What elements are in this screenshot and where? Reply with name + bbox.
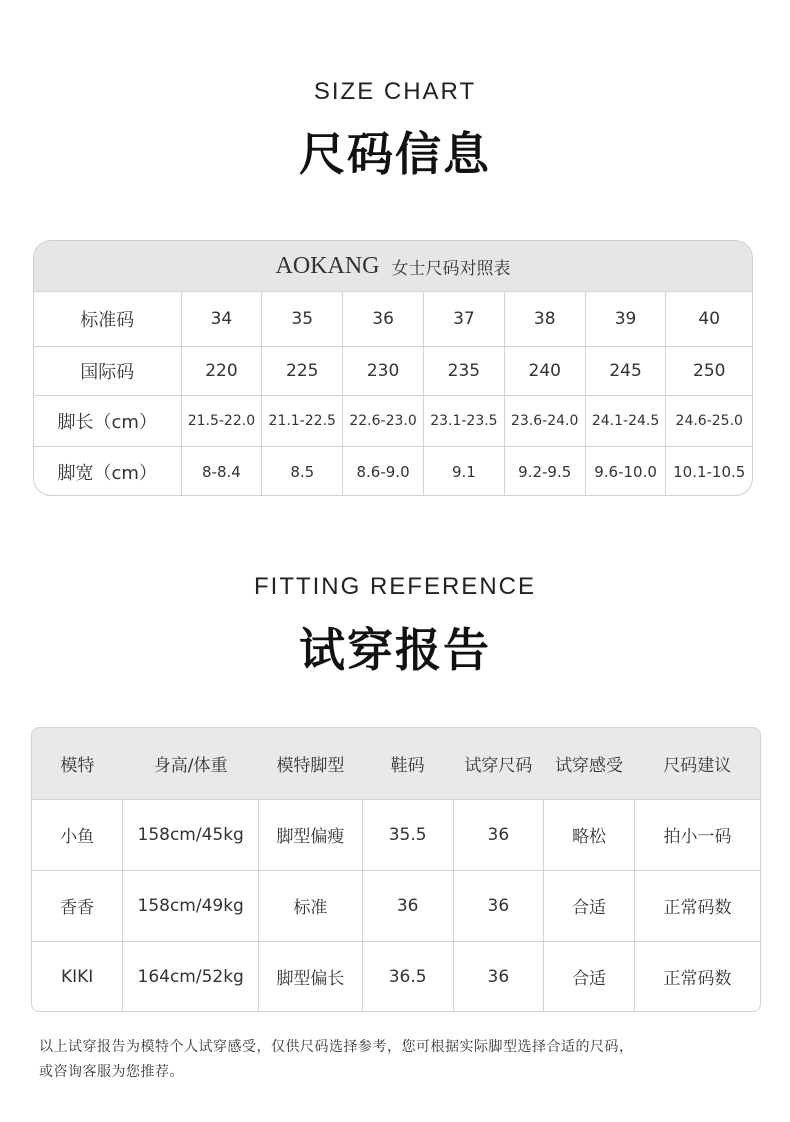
table-cell: 正常码数	[634, 870, 760, 941]
table-cell: 36.5	[362, 941, 453, 1012]
table-cell: 略松	[544, 799, 635, 870]
size-cell: 10.1-10.5	[666, 447, 752, 497]
size-cell: 245	[585, 347, 666, 396]
table-row	[32, 870, 760, 941]
table-cell: 36	[453, 799, 544, 870]
table-cell: 158cm/49kg	[123, 870, 259, 941]
fitting-grid	[32, 728, 760, 1012]
size-row-foot-width	[34, 447, 752, 497]
column-header: 身高/体重	[123, 728, 259, 799]
size-cell: 36	[343, 292, 424, 347]
size-chart-en-title: SIZE CHART	[313, 78, 477, 105]
table-cell: 36	[453, 870, 544, 941]
size-cell: 8.6-9.0	[343, 447, 424, 497]
table-cell: 脚型偏长	[259, 941, 363, 1012]
table-cell: 合适	[544, 941, 635, 1012]
column-header: 模特脚型	[259, 728, 363, 799]
size-grid	[34, 291, 752, 496]
size-chart-cn-title: 尺码信息	[299, 127, 491, 181]
fitting-cn-title: 试穿报告	[299, 623, 491, 677]
fitting-note	[39, 1035, 769, 1085]
table-cell: KIKI	[32, 941, 123, 1012]
size-cell: 8-8.4	[181, 447, 262, 497]
size-cell: 240	[504, 347, 585, 396]
size-cell: 24.1-24.5	[585, 396, 666, 447]
size-cell: 21.1-22.5	[262, 396, 343, 447]
size-cell: 220	[181, 347, 262, 396]
size-cell: 23.1-23.5	[423, 396, 504, 447]
table-cell: 正常码数	[634, 941, 760, 1012]
size-cell: 23.6-24.0	[504, 396, 585, 447]
size-cell: 40	[666, 292, 752, 347]
size-cell: 37	[423, 292, 504, 347]
column-header: 尺码建议	[634, 728, 760, 799]
size-cell: 39	[585, 292, 666, 347]
column-header: 试穿尺码	[453, 728, 544, 799]
table-cell: 脚型偏瘦	[259, 799, 363, 870]
size-cell: 250	[666, 347, 752, 396]
table-cell: 35.5	[362, 799, 453, 870]
brand-logo: AOKANG	[275, 252, 380, 279]
size-chart-table-title: 女士尺码对照表	[391, 258, 511, 279]
size-cell: 8.5	[262, 447, 343, 497]
table-cell: 标准	[259, 870, 363, 941]
table-cell: 164cm/52kg	[123, 941, 259, 1012]
table-cell: 36	[453, 941, 544, 1012]
size-cell: 9.6-10.0	[585, 447, 666, 497]
size-row-international	[34, 347, 752, 396]
column-header: 试穿感受	[544, 728, 635, 799]
table-cell: 158cm/45kg	[123, 799, 259, 870]
row-label: 国际码	[34, 347, 181, 396]
fitting-table	[31, 727, 761, 1012]
size-cell: 230	[343, 347, 424, 396]
table-row	[32, 799, 760, 870]
row-label: 标准码	[34, 292, 181, 347]
size-cell: 9.2-9.5	[504, 447, 585, 497]
size-chart-header	[34, 241, 752, 291]
size-cell: 22.6-23.0	[343, 396, 424, 447]
size-cell: 35	[262, 292, 343, 347]
note-line: 或咨询客服为您推荐。	[39, 1064, 184, 1080]
size-cell: 21.5-22.0	[181, 396, 262, 447]
size-cell: 24.6-25.0	[666, 396, 752, 447]
table-cell: 合适	[544, 870, 635, 941]
size-cell: 34	[181, 292, 262, 347]
fitting-header-row	[32, 728, 760, 799]
size-cell: 225	[262, 347, 343, 396]
row-label: 脚长（cm）	[34, 396, 181, 447]
size-cell: 9.1	[423, 447, 504, 497]
row-label: 脚宽（cm）	[34, 447, 181, 497]
table-row	[32, 941, 760, 1012]
fitting-en-title: FITTING REFERENCE	[253, 573, 536, 600]
size-cell: 38	[504, 292, 585, 347]
note-line: 以上试穿报告为模特个人试穿感受，仅供尺码选择参考，您可根据实际脚型选择合适的尺码，	[39, 1039, 634, 1055]
size-chart-table	[33, 240, 753, 496]
table-cell: 香香	[32, 870, 123, 941]
table-cell: 36	[362, 870, 453, 941]
table-cell: 拍小一码	[634, 799, 760, 870]
column-header: 模特	[32, 728, 123, 799]
table-cell: 小鱼	[32, 799, 123, 870]
size-row-standard	[34, 292, 752, 347]
size-row-foot-length	[34, 396, 752, 447]
column-header: 鞋码	[362, 728, 453, 799]
size-cell: 235	[423, 347, 504, 396]
